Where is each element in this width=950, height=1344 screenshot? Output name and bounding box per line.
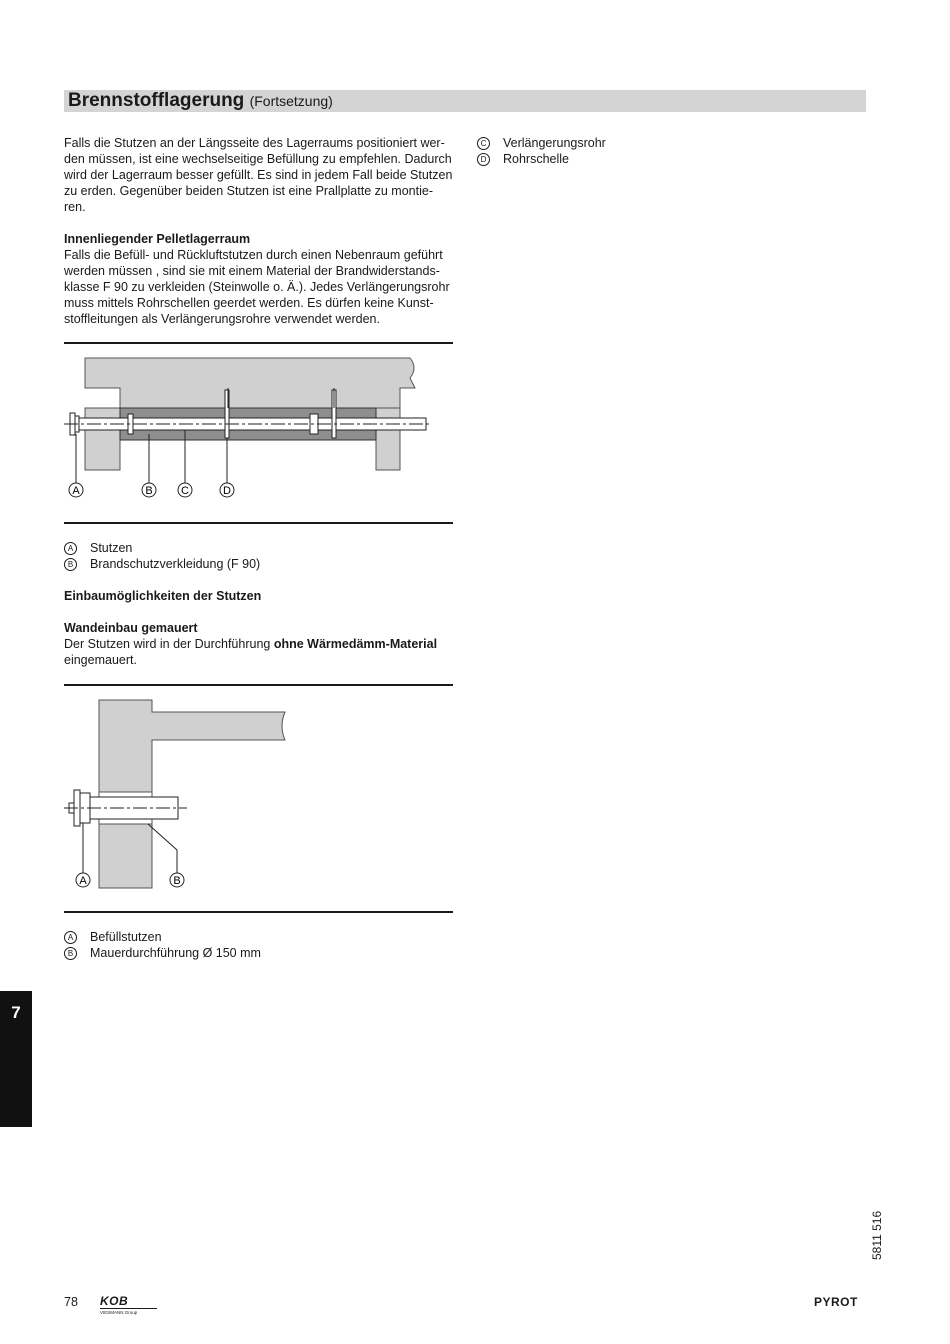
page-subtitle: (Fortsetzung) bbox=[249, 93, 333, 109]
figure2-wall-diagram bbox=[60, 690, 360, 900]
figure2-top-rule bbox=[64, 684, 453, 686]
legend-key-b: B bbox=[64, 947, 77, 960]
callout-d bbox=[220, 483, 234, 497]
callout-d-text: D bbox=[223, 485, 231, 497]
product-brand: PYROT bbox=[814, 1295, 858, 1309]
figure1-legend-left bbox=[64, 540, 260, 572]
legend-key-c: C bbox=[477, 137, 490, 150]
installation-options-heading: Einbaumöglichkeiten der Stutzen bbox=[64, 589, 262, 603]
legend-item bbox=[64, 556, 260, 572]
wall-installation-emphasis: ohne Wärmedämm-Material bbox=[273, 637, 438, 651]
figure1-bottom-rule bbox=[64, 522, 453, 524]
page-title-text: Brennstofflagerung bbox=[68, 90, 245, 111]
inner-storage-section bbox=[64, 231, 459, 327]
figure1-legend-right bbox=[477, 135, 606, 167]
callout-a bbox=[76, 873, 90, 887]
legend-text: Stutzen bbox=[90, 541, 133, 555]
inner-storage-line: klasse F 90 zu verkleiden (Steinwolle o. Ä.). Jedes Verlängerungsrohr bbox=[64, 280, 450, 294]
callout-b-text: B bbox=[145, 485, 153, 497]
intro-line: ren. bbox=[64, 200, 86, 214]
callout-a-text: A bbox=[79, 875, 87, 887]
wall-installation-line: eingemauert. bbox=[64, 653, 137, 667]
legend-text: Mauerdurchführung Ø 150 mm bbox=[90, 946, 261, 960]
callout-b bbox=[142, 483, 156, 497]
legend-key-a: A bbox=[64, 931, 77, 944]
legend-text: Befüllstutzen bbox=[90, 930, 162, 944]
intro-line: wird der Lagerraum besser gefüllt. Es sind in jedem Fall beide Stutzen bbox=[64, 168, 453, 182]
kob-logo: KOB bbox=[100, 1294, 129, 1308]
callout-c bbox=[178, 483, 192, 497]
upper-wall bbox=[85, 358, 415, 408]
figure1-top-rule bbox=[64, 342, 453, 344]
legend-item bbox=[64, 929, 261, 945]
figure2-legend bbox=[64, 929, 261, 961]
intro-line: den müssen, ist eine wechselseitige Befüllung zu empfehlen. Dadurch bbox=[64, 152, 452, 166]
callout-b-text: B bbox=[173, 875, 181, 887]
legend-text: Brandschutzverkleidung (F 90) bbox=[90, 557, 261, 571]
logo-divider bbox=[100, 1308, 157, 1309]
section-header bbox=[64, 90, 866, 112]
intro-paragraph bbox=[64, 135, 459, 215]
document-number: 5811 516 bbox=[870, 1210, 884, 1260]
chapter-number: 7 bbox=[11, 1003, 21, 1022]
wall-installation-section bbox=[64, 620, 459, 668]
legend-key-d: D bbox=[477, 153, 490, 166]
inner-storage-line: Falls die Befüll- und Rückluftstutzen durch einen Nebenraum geführt bbox=[64, 248, 443, 262]
legend-item bbox=[64, 945, 261, 961]
left-wall bbox=[85, 408, 120, 470]
legend-item bbox=[477, 151, 606, 167]
legend-text: Rohrschelle bbox=[503, 152, 570, 166]
intro-line: zu erden. Gegenüber beiden Stutzen ist eine Prallplatte zu montie- bbox=[64, 184, 433, 198]
wall-installation-heading: Wandeinbau gemauert bbox=[64, 621, 198, 635]
legend-item bbox=[64, 540, 260, 556]
callout-a bbox=[69, 483, 83, 497]
inner-storage-line: werden müssen , sind sie mit einem Material der Brandwiderstands- bbox=[64, 264, 440, 278]
inner-storage-line: muss mittels Rohrschellen geerdet werden. Es dürfen keine Kunst- bbox=[64, 296, 434, 310]
figure2-bottom-rule bbox=[64, 911, 453, 913]
inner-storage-heading: Innenliegender Pelletlagerraum bbox=[64, 232, 251, 246]
callout-b bbox=[170, 873, 184, 887]
legend-item bbox=[477, 135, 606, 151]
callout-a-text: A bbox=[72, 485, 80, 497]
inner-storage-line: stoffleitungen als Verlängerungsrohre verwendet werden. bbox=[64, 312, 380, 326]
logo-group-text: VIESMANN Group bbox=[100, 1310, 138, 1315]
legend-text: Verlängerungsrohr bbox=[503, 136, 606, 150]
callout-c-text: C bbox=[181, 485, 189, 497]
chapter-tab bbox=[0, 991, 32, 1127]
right-wall bbox=[376, 408, 400, 470]
wall-installation-line: Der Stutzen wird in der Durchführung ohne Wärmedämm-Material bbox=[64, 637, 438, 651]
legend-key-a: A bbox=[64, 542, 77, 555]
figure1-pipe-diagram bbox=[60, 350, 460, 510]
page-number: 78 bbox=[64, 1295, 78, 1309]
intro-line: Falls die Stutzen an der Längsseite des Lagerraums positioniert wer- bbox=[64, 136, 445, 150]
page-title bbox=[68, 90, 333, 112]
legend-key-b: B bbox=[64, 558, 77, 571]
